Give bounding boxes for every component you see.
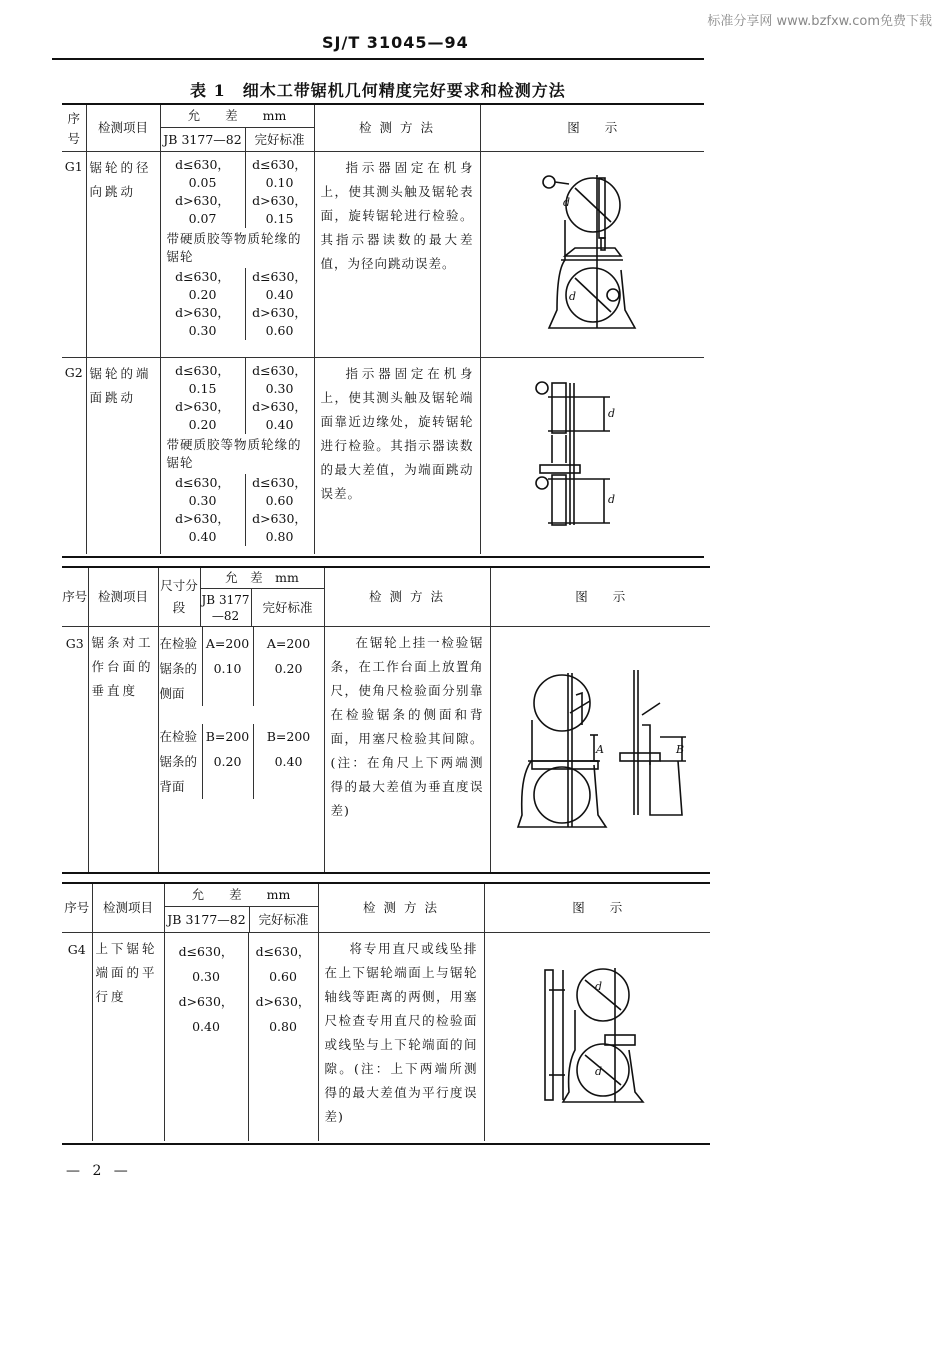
figure-g1-radial-runout — [535, 160, 645, 340]
header-seq: 序号 — [62, 568, 88, 627]
label-d: d — [563, 196, 571, 209]
table1-bottom-rule — [62, 556, 704, 558]
header-tolerance-group — [160, 105, 314, 152]
size-b: 在检验锯条的背面 — [159, 724, 203, 799]
label-a: A — [596, 743, 604, 756]
header-item: 检测项目 — [92, 884, 164, 933]
label-d: d — [608, 407, 616, 420]
header-tolerance: 允 差 mm — [201, 568, 324, 589]
row-tolerance — [160, 152, 314, 358]
header-figure: 图 示 — [480, 105, 704, 152]
page-number: — 2 — — [66, 1163, 132, 1179]
table-title: 表 1 细木工带锯机几何精度完好要求和检测方法 — [190, 81, 566, 100]
size-a: 在检验锯条的侧面 — [159, 627, 203, 706]
tol-good-b: d≤630， 0.40 d>630， 0.60 — [252, 269, 307, 338]
tol-note: 带硬质胶等物质轮缘的锯轮 — [166, 437, 302, 470]
header-good: 完好标准 — [258, 912, 309, 927]
header-jb: JB 3177 —82 — [201, 589, 252, 626]
tol-jb-a: A=200 0.10 — [203, 627, 254, 706]
label-d: d — [608, 493, 616, 506]
row-id: G3 — [62, 627, 88, 873]
table3-bottom-rule — [62, 1143, 710, 1145]
label-d: d — [595, 1065, 603, 1078]
header-size: 尺寸分段 — [158, 568, 200, 627]
row-item: 锯轮的端面跳动 — [86, 358, 160, 554]
row-method: 将专用直尺或线坠排在上下锯轮端面上与锯轮轴线等距离的两侧，用塞尺检查专用直尺的检验面或线坠与上下轮端面的间隙。(注：上下两端所测得的最大差值为平行度误差) — [318, 933, 484, 1141]
dial-indicator-icon — [536, 477, 548, 489]
header-seq: 序号 — [62, 884, 92, 933]
tol-jb-a: d≤630， 0.15 d>630， 0.20 — [161, 358, 246, 434]
tol-jb-b: d≤630， 0.30 d>630， 0.40 — [161, 474, 246, 546]
header-good: 完好标准 — [254, 132, 305, 147]
row-id: G4 — [62, 933, 92, 1141]
header-method: 检 测 方 法 — [324, 568, 490, 627]
tol-jb-b: B=200 0.20 — [203, 724, 254, 799]
tol-good-b: d≤630， 0.60 d>630， 0.80 — [252, 475, 307, 544]
dial-indicator-icon — [607, 289, 619, 301]
tol-good-a: d≤630， 0.60 d>630， 0.80 — [248, 933, 318, 1141]
header-good: 完好标准 — [262, 600, 313, 615]
header-tolerance-group — [200, 568, 324, 627]
tol-good-b: B=200 0.40 — [266, 729, 311, 769]
header-jb: JB 3177—82 — [165, 907, 250, 932]
label-d: d — [595, 980, 603, 993]
header-method: 检 测 方 法 — [318, 884, 484, 933]
header-rule — [52, 58, 704, 60]
row-item: 上下锯轮端面的平行度 — [92, 933, 164, 1141]
header-tolerance-group — [164, 884, 318, 933]
label-d: d — [569, 290, 577, 303]
tol-jb-a: d≤630， 0.30 d>630， 0.40 — [164, 933, 248, 1141]
dial-indicator-icon — [543, 176, 555, 188]
label-b: B — [676, 743, 685, 756]
header-jb: JB 3177—82 — [161, 128, 246, 151]
row-item: 锯轮的径向跳动 — [86, 152, 160, 358]
figure-g4-parallelism — [535, 960, 665, 1110]
row-method: 指示器固定在机身上，使其测头触及锯轮表面，旋转锯轮进行检验。其指示器读数的最大差值，为径向跳动误差。 — [314, 152, 480, 358]
header-item: 检测项目 — [88, 568, 158, 627]
header-seq: 序号 — [62, 105, 86, 152]
row-id: G2 — [62, 358, 86, 554]
row-item: 锯条对工作台面的垂直度 — [88, 627, 158, 873]
tol-good-a: A=200 0.20 — [266, 636, 311, 676]
figure-g2-face-runout — [530, 375, 640, 535]
row-tolerance — [160, 358, 314, 554]
tol-note: 带硬质胶等物质轮缘的锯轮 — [166, 231, 302, 264]
tol-jb-a: d≤630， 0.05 d>630， 0.07 — [161, 152, 246, 228]
standard-number: SJ/T 31045—94 — [322, 33, 469, 52]
row-tolerance — [158, 627, 324, 873]
header-method: 检 测 方 法 — [314, 105, 480, 152]
row-id: G1 — [62, 152, 86, 358]
dial-indicator-icon — [536, 382, 548, 394]
figure-g3-perpendicularity — [510, 665, 695, 835]
header-tolerance: 允 差 mm — [165, 884, 318, 907]
lower-wheel — [534, 767, 590, 823]
header-tolerance: 允 差 mm — [161, 105, 314, 128]
header-figure: 图 示 — [484, 884, 710, 933]
row-method: 指示器固定在机身上，使其测头触及锯轮端面靠近边缘处，旋转锯轮进行检验。其指示器读数的最大差值，为端面跳动误差。 — [314, 358, 480, 554]
table2-bottom-rule — [62, 872, 710, 874]
tol-good-a: d≤630， 0.30 d>630， 0.40 — [252, 363, 307, 432]
watermark: 标准分享网 www.bzfxw.com免费下载 — [707, 14, 932, 29]
header-figure: 图 示 — [490, 568, 710, 627]
row-method: 在锯轮上挂一检验锯条，在工作台面上放置角尺，使角尺检验面分别靠在检验锯条的侧面和背面，用塞尺检验其间隙。(注：在角尺上下两端测得的最大差值为垂直度误差) — [324, 627, 490, 873]
header-item: 检测项目 — [86, 105, 160, 152]
tol-good-a: d≤630， 0.10 d>630， 0.15 — [252, 157, 307, 226]
tol-jb-b: d≤630， 0.20 d>630， 0.30 — [161, 268, 246, 340]
